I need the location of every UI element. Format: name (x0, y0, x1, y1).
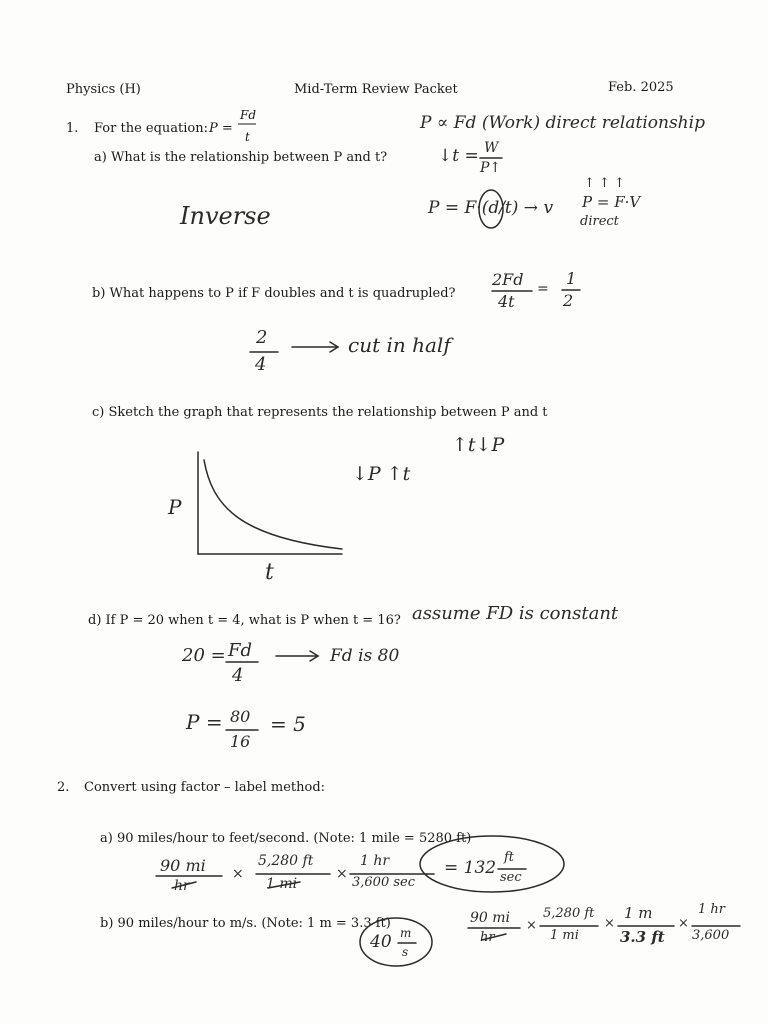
q2b-factor3-num: 1 m (624, 904, 653, 922)
q2a-factor3-den: 3,600 sec (352, 875, 415, 890)
q1b-work-eq: = (537, 281, 549, 297)
q2a-factor1-den: hr (174, 878, 190, 894)
q2a-factor3-num: 1 hr (360, 853, 390, 869)
q2b-times-3: × (678, 916, 689, 931)
q1b-answer-den: 4 (255, 354, 267, 375)
document-title: Mid-Term Review Packet (294, 82, 458, 97)
q1d-line1-den: 4 (232, 665, 244, 686)
q1d-line1-num: Fd (228, 640, 253, 661)
course-name: Physics (H) (66, 82, 141, 97)
q1b-answer-num: 2 (256, 327, 268, 348)
q1-prompt: For the equation: (94, 121, 209, 136)
q1d-line2-left: P = (186, 710, 223, 734)
q1-equation-numerator: Fd (240, 108, 257, 122)
q2b-factor4-num: 1 hr (698, 902, 725, 917)
q2b-text: b) 90 miles/hour to m/s. (Note: 1 m = 3.3 ft) (100, 916, 391, 931)
q1a-text: a) What is the relationship between P and t? (94, 150, 388, 165)
document-date: Feb. 2025 (608, 80, 674, 95)
q2-number: 2. (57, 780, 70, 795)
q1d-note: assume FD is constant (412, 603, 619, 624)
q2a-result-den: sec (500, 870, 522, 885)
q1-equation-lhs: P = (209, 121, 233, 136)
q2b-factor4-den: 3,600 (692, 928, 730, 943)
q1b-work-res-num: 1 (566, 269, 577, 288)
q1d-line1-right: Fd is 80 (330, 646, 400, 666)
q1c-graph-xlabel: t (265, 560, 274, 585)
q2a-text: a) 90 miles/hour to feet/second. (Note: 1 mile = 5280 ft) (100, 831, 472, 846)
q2a-times-1: × (232, 866, 244, 882)
q2a-factor2-num: 5,280 ft (258, 853, 314, 869)
q2a-result: = 132 (444, 858, 497, 878)
q1d-line1-left: 20 = (182, 645, 226, 666)
q2a-factor2-den: 1 mi (266, 876, 298, 892)
q1b-work-res-den: 2 (563, 291, 574, 310)
q1-equation-denominator: t (245, 130, 250, 144)
q1a-work-1-den: P↑ (480, 160, 502, 176)
q1a-work-1: ↓t = (438, 146, 479, 166)
q1d-line2-den: 16 (230, 732, 251, 751)
q2a-result-num: ft (504, 850, 515, 865)
q2b-factor1-den: hr (480, 930, 495, 945)
q1c-text: c) Sketch the graph that represents the relationship between P and t (92, 405, 548, 420)
q1a-work-2: P = F·(d/t) → v (428, 198, 554, 218)
q1-number: 1. (66, 121, 79, 136)
q1a-work-3-label: direct (580, 214, 619, 229)
q2-prompt: Convert using factor – label method: (84, 780, 326, 795)
q2b-factor3-den: 3.3 ft (620, 928, 665, 946)
q2b-factor2-den: 1 mi (550, 928, 579, 943)
q1c-note-2: ↓P ↑t (352, 463, 411, 485)
q1-handwritten-note: P ∝ Fd (Work) direct relationship (420, 113, 705, 133)
q1a-work-1-num: W (484, 140, 499, 156)
q1a-work-3-arrows: ↑ ↑ ↑ (584, 176, 625, 191)
q1d-line2-num: 80 (230, 707, 251, 726)
q1b-text: b) What happens to P if F doubles and t is quadrupled? (92, 286, 456, 301)
q2a-times-2: × (336, 866, 348, 882)
q1b-work-den: 4t (498, 292, 515, 311)
q2b-result-num: m (400, 926, 412, 940)
q1a-answer: Inverse (180, 202, 271, 230)
q2b-factor2-num: 5,280 ft (543, 906, 595, 921)
q2b-result-value: 40 (370, 932, 392, 952)
q1a-work-3: P = F·V (582, 193, 641, 211)
q1d-text: d) If P = 20 when t = 4, what is P when t = 16? (88, 613, 401, 628)
q1c-note-1: ↑t↓P (452, 434, 505, 456)
q2b-times-2: × (604, 916, 615, 931)
q2b-factor1-num: 90 mi (470, 910, 511, 926)
q2a-factor1-num: 90 mi (160, 856, 206, 875)
q1b-answer-text: cut in half (348, 333, 451, 357)
q1d-line2-right: = 5 (270, 712, 306, 736)
q1c-graph-ylabel: P (168, 495, 182, 519)
q1b-work-num: 2Fd (492, 270, 524, 289)
q2b-times-1: × (526, 918, 537, 933)
q2b-result-den: s (402, 945, 409, 959)
